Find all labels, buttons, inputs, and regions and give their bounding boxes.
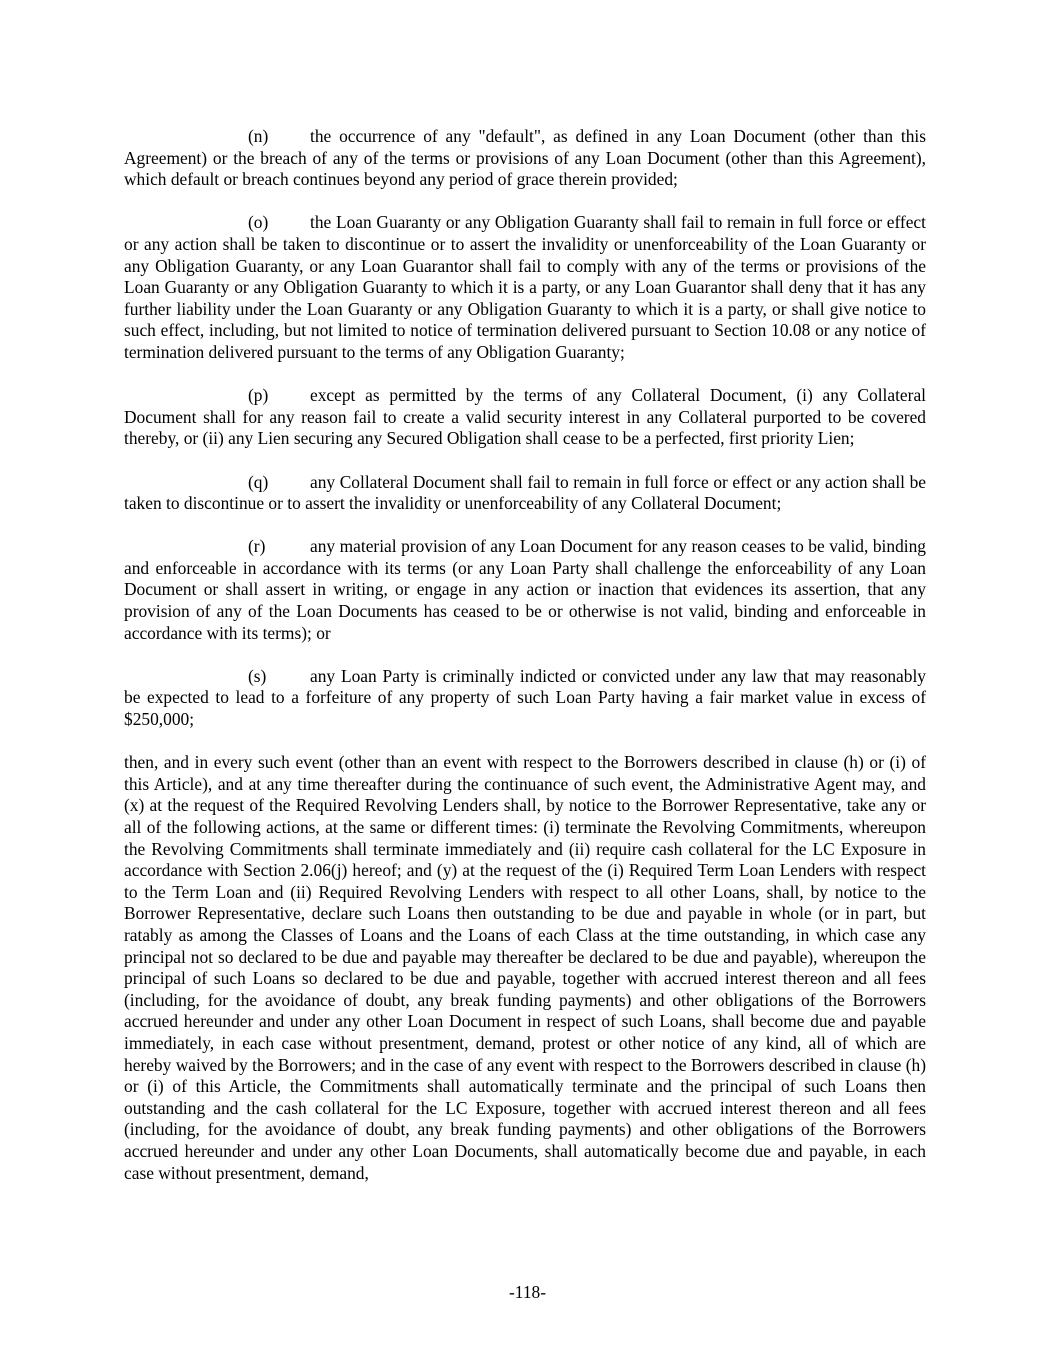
clause-q	[124, 472, 926, 515]
clause-marker: (o)	[248, 212, 269, 233]
clause-marker: (s)	[248, 665, 267, 686]
clause-o	[124, 212, 926, 363]
clause-text: the occurrence of any "default", as defined in any Loan Document (other than this Agreement) or the breach of any of the terms or provisions of any Loan Document (other than this Agreement), which default or breach continues beyond any period of grace therein provided;	[124, 126, 926, 190]
clause-text: the Loan Guaranty or any Obligation Guaranty shall fail to remain in full force or effect or any action shall be taken to discontinue or to assert the invalidity or unenforceability of the Loan Guaranty or any Obligation Guaranty, or any Loan Guarantor shall fail to comply with any of the terms or provisions of the Loan Guaranty or any Obligation Guaranty to which it is a party, or any Loan Guarantor shall deny that it has any further liability under the Loan Guaranty or any Obligation Guaranty to which it is a party, or shall give notice to such effect, including, but not limited to notice of termination delivered pursuant to Section 10.08 or any notice of termination delivered pursuant to the terms of any Obligation Guaranty;	[124, 212, 926, 362]
clause-text: except as permitted by the terms of any Collateral Document, (i) any Collateral Document shall for any reason fail to create a valid security interest in any Collateral purported to be covered thereby, or (ii) any Lien securing any Secured Obligation shall cease to be a perfected, first priority Lien;	[124, 385, 926, 449]
closing-paragraph: then, and in every such event (other than an event with respect to the Borrowers described in clause (h) or (i) of this Article), and at any time thereafter during the continuance of such event, the Administrative Agent may, and (x) at the request of the Required Revolving Lenders shall, by notice to the Borrower Representative, take any or all of the following actions, at the same or different times: (i) terminate the Revolving Commitments, whereupon the Revolving Commitments shall terminate immediately and (ii) require cash collateral for the LC Exposure in accordance with Section 2.06(j) hereof; and (y) at the request of the (i) Required Term Loan Lenders with respect to the Term Loan and (ii) Required Revolving Lenders with respect to all other Loans, shall, by notice to the Borrower Representative, declare such Loans then outstanding to be due and payable in whole (or in part, but ratably as among the Classes of Loans and the Loans of each Class at the time outstanding, in which case any principal not so declared to be due and payable may thereafter be declared to be due and payable), whereupon the principal of such Loans so declared to be due and payable, together with accrued interest thereon and all fees (including, for the avoidance of doubt, any break funding payments) and other obligations of the Borrowers accrued hereunder and under any other Loan Document in respect of such Loans, shall become due and payable immediately, in each case without presentment, demand, protest or other notice of any kind, all of which are hereby waived by the Borrowers; and in the case of any event with respect to the Borrowers described in clause (h) or (i) of this Article, the Commitments shall automatically terminate and the principal of such Loans then outstanding and the cash collateral for the LC Exposure, together with accrued interest thereon and all fees (including, for the avoidance of doubt, any break funding payments) and other obligations of the Borrowers accrued hereunder and under any other Loan Documents, shall automatically become due and payable, in each case without presentment, demand,	[124, 752, 926, 1183]
clause-text: any Collateral Document shall fail to remain in full force or effect or any action shall be taken to discontinue or to assert the invalidity or unenforceability of any Collateral Document;	[124, 471, 926, 514]
clause-marker: (r)	[248, 536, 266, 557]
clause-text: any Loan Party is criminally indicted or convicted under any law that may reasonably be expected to lead to a forfeiture of any property of such Loan Party having a fair market value in excess of $250,000;	[124, 665, 926, 730]
clause-n	[124, 126, 926, 191]
clause-p	[124, 385, 926, 450]
page-number: -118-	[508, 1282, 547, 1302]
clause-marker: (n)	[248, 126, 269, 146]
clause-text: any material provision of any Loan Document for any reason ceases to be valid, binding and enforceable in accordance with its terms (or any Loan Party shall challenge the enforceability of any Loan Document or shall assert in writing, or engage in any action or inaction that evidences its assertion, that any provision of any of the Loan Documents has ceased to be or otherwise is not valid, binding and enforceable in accordance with its terms); or	[124, 536, 926, 643]
clause-marker: (q)	[248, 471, 269, 492]
clause-marker: (p)	[248, 385, 269, 406]
clause-r	[124, 536, 926, 644]
document-body	[124, 126, 926, 1184]
clause-s	[124, 666, 926, 731]
